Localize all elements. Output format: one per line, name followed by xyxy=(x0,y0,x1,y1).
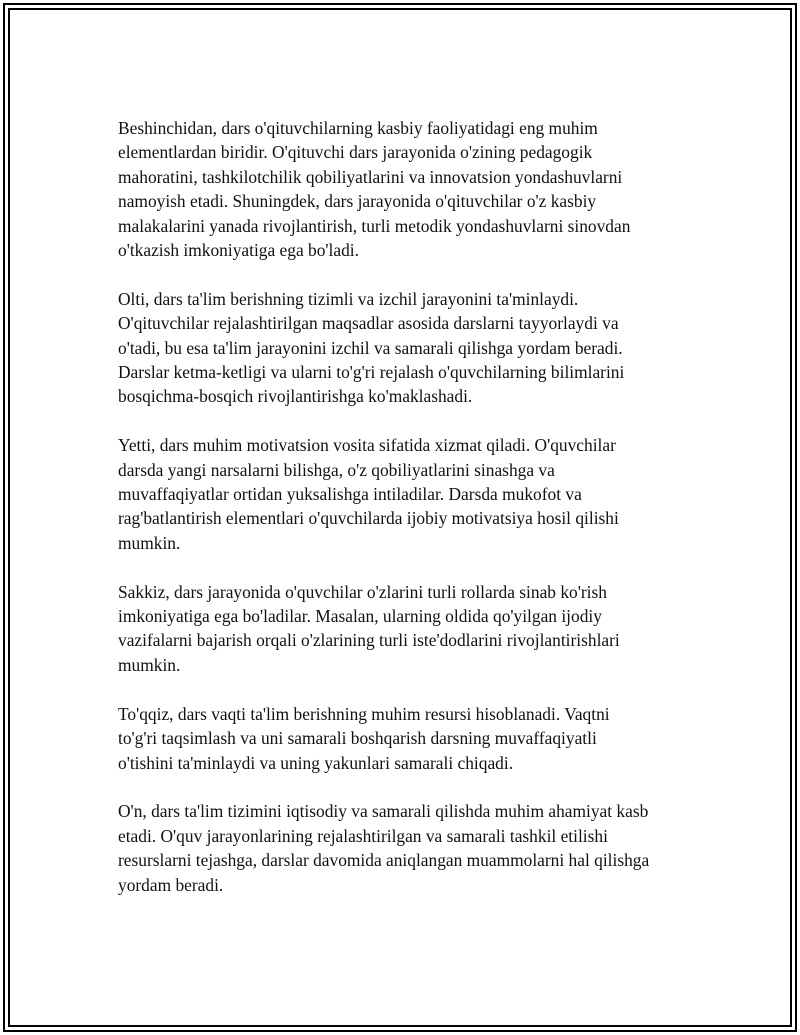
paragraph-on xyxy=(118,799,698,897)
text-line: O'n, dars ta'lim tizimini iqtisodiy va samarali qilishda muhim ahamiyat kasb xyxy=(118,801,649,822)
text-line: Beshinchidan, dars o'qituvchilarning kasbiy faoliyatidagi eng muhim xyxy=(118,118,598,138)
text-line: o'tadi, bu esa ta'lim jarayonini izchil va samarali qilishga yordam beradi. xyxy=(118,337,623,358)
text-line: bosqichma-bosqich rivojlantirishga ko'maklashadi. xyxy=(118,386,473,407)
text-line: muvaffaqiyatlar ortidan yuksalishga intiladilar. Darsda mukofot va xyxy=(118,484,582,505)
paragraph-olti xyxy=(118,287,698,409)
text-line: mumkin. xyxy=(118,654,181,675)
paragraph-toqqiz xyxy=(118,702,698,775)
text-line: darsda yangi narsalarni bilishga, o'z qobiliyatlarini sinashga va xyxy=(118,459,555,480)
text-line: etadi. O'quv jarayonlarining rejalashtirilgan va samarali tashkil etilishi xyxy=(118,825,608,846)
text-line: Sakkiz, dars jarayonida o'quvchilar o'zlarini turli rollarda sinab ko'rish xyxy=(118,581,607,602)
text-line: yordam beradi. xyxy=(118,874,224,895)
text-line: To'qqiz, dars vaqti ta'lim berishning muhim resursi hisoblanadi. Vaqtni xyxy=(118,703,610,724)
text-line: malakalarini yanada rivojlantirish, turli metodik yondashuvlarni sinovdan xyxy=(118,215,631,236)
text-line: namoyish etadi. Shuningdek, dars jarayonida o'qituvchilar o'z kasbiy xyxy=(118,191,597,212)
text-line: o'tishini ta'minlaydi va uning yakunlari samarali chiqadi. xyxy=(118,752,514,773)
text-line: vazifalarni bajarish orqali o'zlarining turli iste'dodlarini rivojlantirishlari xyxy=(118,630,620,651)
paragraph-beshinchidan xyxy=(118,116,698,262)
text-line: mahoratini, tashkilotchilik qobiliyatlarini va innovatsion yondashuvlarni xyxy=(118,166,623,187)
text-line: Yetti, dars muhim motivatsion vosita sifatida xizmat qiladi. O'quvchilar xyxy=(118,435,616,456)
text-line: rag'batlantirish elementlari o'quvchilarda ijobiy motivatsiya hosil qilishi xyxy=(118,508,619,529)
text-line: resurslarni tejashga, darslar davomida aniqlangan muammolarni hal qilishga xyxy=(118,850,650,871)
text-line: Olti, dars ta'lim berishning tizimli va izchil jarayonini ta'minlaydi. xyxy=(118,288,579,309)
text-line: elementlardan biridir. O'qituvchi dars jarayonida o'zining pedagogik xyxy=(118,142,593,163)
text-line: Darslar ketma-ketligi va ularni to'g'ri rejalash o'quvchilarning bilimlarini xyxy=(118,362,625,383)
text-line: mumkin. xyxy=(118,532,181,553)
text-line: to'g'ri taqsimlash va uni samarali boshqarish darsning muvaffaqiyatli xyxy=(118,728,597,749)
text-line: O'qituvchilar rejalashtirilgan maqsadlar asosida darslarni tayyorlaydi va xyxy=(118,313,619,334)
text-line: imkoniyatiga ega bo'ladilar. Masalan, ularning oldida qo'yilgan ijodiy xyxy=(118,606,602,627)
document-body xyxy=(118,116,698,921)
paragraph-sakkiz xyxy=(118,580,698,678)
paragraph-yetti xyxy=(118,433,698,555)
text-line: o'tkazish imkoniyatiga ega bo'ladi. xyxy=(118,240,359,261)
